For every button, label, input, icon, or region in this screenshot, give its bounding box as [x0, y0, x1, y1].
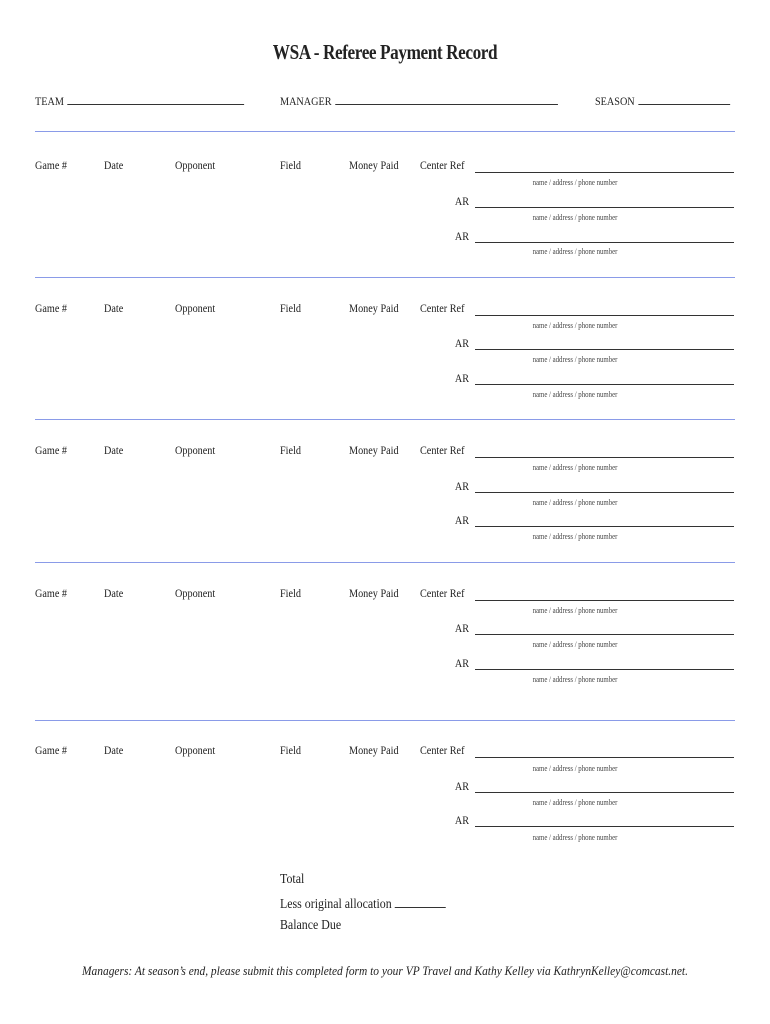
game-block — [0, 158, 770, 278]
game-number-label: Game # — [35, 158, 68, 172]
team-field[interactable] — [35, 94, 244, 109]
total-label: Total — [280, 872, 305, 887]
center-ref-line[interactable] — [475, 757, 734, 758]
ar-line[interactable] — [475, 669, 734, 670]
ar-line[interactable] — [475, 792, 734, 793]
game-number-label: Game # — [35, 586, 68, 600]
game-block — [0, 586, 770, 706]
ar-label: AR — [454, 336, 469, 350]
center-ref-label: Center Ref — [420, 743, 465, 757]
field-label: Field — [280, 158, 301, 172]
manager-label: MANAGER — [280, 94, 332, 108]
ref-note: name / address / phone number — [532, 247, 618, 256]
ref-note: name / address / phone number — [532, 764, 618, 773]
ar-label: AR — [454, 779, 469, 793]
ref-note: name / address / phone number — [532, 532, 618, 541]
ar-line[interactable] — [475, 207, 734, 208]
team-label: TEAM — [35, 94, 64, 108]
game-block — [0, 301, 770, 421]
ar-line[interactable] — [475, 242, 734, 243]
ref-note: name / address / phone number — [532, 833, 618, 842]
season-field[interactable] — [595, 94, 730, 109]
section-divider — [35, 131, 735, 132]
date-label: Date — [104, 158, 124, 172]
footer-note: Managers: At season’s end, please submit this completed form to your VP Travel and Kathy Kelley via KathrynKelley@comcast.net. — [82, 963, 688, 978]
center-ref-label: Center Ref — [420, 586, 465, 600]
ar-label: AR — [454, 656, 469, 670]
season-label: SEASON — [595, 94, 635, 108]
section-divider — [35, 720, 735, 721]
ref-note: name / address / phone number — [532, 640, 618, 649]
ref-note: name / address / phone number — [532, 355, 618, 364]
ref-note: name / address / phone number — [532, 213, 618, 222]
less-allocation-row — [280, 895, 446, 913]
center-ref-label: Center Ref — [420, 301, 465, 315]
ar-line[interactable] — [475, 526, 734, 527]
ar-line[interactable] — [475, 384, 734, 385]
center-ref-line[interactable] — [475, 600, 734, 601]
date-label: Date — [104, 743, 124, 757]
ref-note: name / address / phone number — [532, 321, 618, 330]
ar-line[interactable] — [475, 634, 734, 635]
ref-note: name / address / phone number — [532, 390, 618, 399]
field-label: Field — [280, 743, 301, 757]
ref-note: name / address / phone number — [532, 675, 618, 684]
balance-due-label: Balance Due — [280, 918, 342, 933]
opponent-label: Opponent — [175, 301, 216, 315]
ref-note: name / address / phone number — [532, 463, 618, 472]
field-label: Field — [280, 586, 301, 600]
opponent-label: Opponent — [175, 586, 216, 600]
ar-line[interactable] — [475, 349, 734, 350]
field-label: Field — [280, 301, 301, 315]
ar-line[interactable] — [475, 826, 734, 827]
money-paid-label: Money Paid — [349, 743, 399, 757]
ar-label: AR — [454, 513, 469, 527]
money-paid-label: Money Paid — [349, 586, 399, 600]
ar-label: AR — [454, 479, 469, 493]
opponent-label: Opponent — [175, 743, 216, 757]
center-ref-line[interactable] — [475, 172, 734, 173]
opponent-label: Opponent — [175, 443, 216, 457]
center-ref-label: Center Ref — [420, 158, 465, 172]
allocation-line[interactable] — [395, 895, 446, 908]
page-title: WSA - Referee Payment Record — [272, 40, 498, 64]
game-block — [0, 443, 770, 563]
ar-line[interactable] — [475, 492, 734, 493]
money-paid-label: Money Paid — [349, 158, 399, 172]
center-ref-label: Center Ref — [420, 443, 465, 457]
date-label: Date — [104, 586, 124, 600]
team-line[interactable] — [67, 94, 244, 105]
ar-label: AR — [454, 229, 469, 243]
date-label: Date — [104, 301, 124, 315]
center-ref-line[interactable] — [475, 457, 734, 458]
field-label: Field — [280, 443, 301, 457]
manager-line[interactable] — [335, 94, 558, 105]
ar-label: AR — [454, 813, 469, 827]
date-label: Date — [104, 443, 124, 457]
ref-note: name / address / phone number — [532, 798, 618, 807]
less-allocation-label: Less original allocation — [280, 897, 392, 912]
game-number-label: Game # — [35, 301, 68, 315]
ref-note: name / address / phone number — [532, 498, 618, 507]
manager-field[interactable] — [280, 94, 558, 109]
game-number-label: Game # — [35, 743, 68, 757]
ref-note: name / address / phone number — [532, 606, 618, 615]
money-paid-label: Money Paid — [349, 443, 399, 457]
game-block — [0, 743, 770, 863]
ar-label: AR — [454, 194, 469, 208]
opponent-label: Opponent — [175, 158, 216, 172]
center-ref-line[interactable] — [475, 315, 734, 316]
money-paid-label: Money Paid — [349, 301, 399, 315]
ar-label: AR — [454, 621, 469, 635]
game-number-label: Game # — [35, 443, 68, 457]
season-line[interactable] — [638, 94, 730, 105]
ref-note: name / address / phone number — [532, 178, 618, 187]
ar-label: AR — [454, 371, 469, 385]
